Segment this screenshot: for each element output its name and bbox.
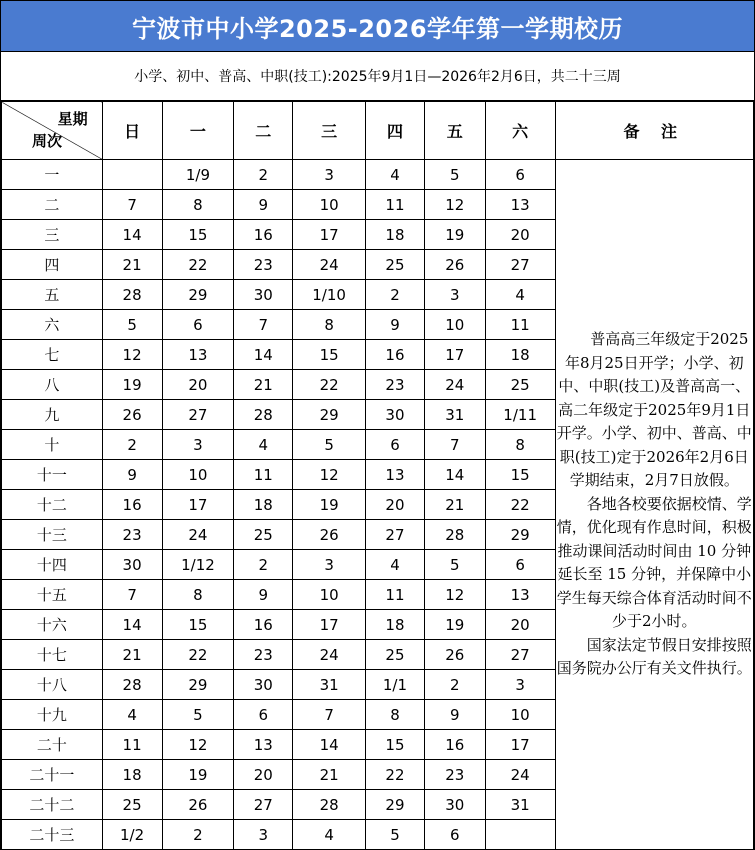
date-cell: 30 xyxy=(424,790,485,820)
date-cell: 5 xyxy=(102,310,162,340)
date-cell: 21 xyxy=(102,640,162,670)
date-cell: 6 xyxy=(485,160,555,190)
date-cell: 22 xyxy=(293,370,366,400)
date-cell: 4 xyxy=(234,430,293,460)
date-cell: 10 xyxy=(424,310,485,340)
week-label-cell: 十八 xyxy=(2,670,103,700)
date-cell: 24 xyxy=(293,640,366,670)
date-cell xyxy=(102,160,162,190)
date-cell: 19 xyxy=(162,760,234,790)
date-cell xyxy=(485,820,555,850)
date-cell: 3 xyxy=(293,160,366,190)
date-cell: 6 xyxy=(162,310,234,340)
date-cell: 9 xyxy=(234,580,293,610)
day-header-sat: 六 xyxy=(485,102,555,160)
date-cell: 12 xyxy=(424,580,485,610)
note-paragraph: 国家法定节假日安排按照国务院办公厅有关文件执行。 xyxy=(556,635,752,678)
corner-header-cell xyxy=(2,102,103,160)
header-row xyxy=(2,102,754,160)
date-cell: 22 xyxy=(485,490,555,520)
calendar-table xyxy=(1,101,754,850)
week-label-cell: 十 xyxy=(2,430,103,460)
week-label-cell: 十一 xyxy=(2,460,103,490)
date-cell: 19 xyxy=(293,490,366,520)
date-cell: 15 xyxy=(162,610,234,640)
date-cell: 13 xyxy=(162,340,234,370)
date-cell: 23 xyxy=(424,760,485,790)
date-cell: 16 xyxy=(102,490,162,520)
date-cell: 19 xyxy=(102,370,162,400)
date-cell: 25 xyxy=(102,790,162,820)
date-cell: 1/12 xyxy=(162,550,234,580)
date-cell: 21 xyxy=(234,370,293,400)
date-cell: 29 xyxy=(366,790,425,820)
date-cell: 26 xyxy=(424,250,485,280)
week-label-cell: 一 xyxy=(2,160,103,190)
date-cell: 13 xyxy=(485,580,555,610)
date-cell: 1/9 xyxy=(162,160,234,190)
date-cell: 17 xyxy=(293,220,366,250)
week-label-cell: 四 xyxy=(2,250,103,280)
date-cell: 16 xyxy=(366,340,425,370)
date-cell: 17 xyxy=(293,610,366,640)
date-cell: 25 xyxy=(485,370,555,400)
date-cell: 10 xyxy=(162,460,234,490)
date-cell: 9 xyxy=(366,310,425,340)
date-cell: 16 xyxy=(234,220,293,250)
date-cell: 11 xyxy=(366,580,425,610)
page-title: 宁波市中小学2025-2026学年第一学期校历 xyxy=(1,1,754,52)
date-cell: 3 xyxy=(424,280,485,310)
date-cell: 1/10 xyxy=(293,280,366,310)
date-cell: 23 xyxy=(366,370,425,400)
date-cell: 5 xyxy=(162,700,234,730)
date-cell: 27 xyxy=(366,520,425,550)
date-cell: 24 xyxy=(293,250,366,280)
week-label-cell: 十二 xyxy=(2,490,103,520)
date-cell: 8 xyxy=(162,580,234,610)
date-cell: 27 xyxy=(485,640,555,670)
date-cell: 10 xyxy=(293,580,366,610)
date-cell: 18 xyxy=(366,220,425,250)
week-label-cell: 九 xyxy=(2,400,103,430)
date-cell: 31 xyxy=(485,790,555,820)
date-cell: 26 xyxy=(293,520,366,550)
date-cell: 10 xyxy=(485,700,555,730)
date-cell: 2 xyxy=(234,550,293,580)
date-cell: 15 xyxy=(485,460,555,490)
date-cell: 8 xyxy=(162,190,234,220)
date-cell: 28 xyxy=(424,520,485,550)
date-cell: 29 xyxy=(293,400,366,430)
date-cell: 25 xyxy=(234,520,293,550)
day-header-tue: 二 xyxy=(234,102,293,160)
date-cell: 1/2 xyxy=(102,820,162,850)
date-cell: 6 xyxy=(424,820,485,850)
date-cell: 4 xyxy=(485,280,555,310)
date-cell: 12 xyxy=(424,190,485,220)
week-label-cell: 五 xyxy=(2,280,103,310)
corner-weekday-label: 星期 xyxy=(57,110,88,128)
calendar-body xyxy=(2,160,754,850)
week-label-cell: 七 xyxy=(2,340,103,370)
date-cell: 6 xyxy=(485,550,555,580)
date-cell: 26 xyxy=(102,400,162,430)
week-label-cell: 二十一 xyxy=(2,760,103,790)
date-cell: 14 xyxy=(293,730,366,760)
note-paragraph: 普高高三年级定于2025年8月25日开学；小学、初中、中职(技工)及普高高一、高二年级定于2025年9月1日开学。小学、初中、普高、中职(技工)定于2026年2月6日学期结束，2月7日放假。 xyxy=(556,330,752,490)
date-cell: 7 xyxy=(234,310,293,340)
day-header-fri: 五 xyxy=(424,102,485,160)
date-cell: 22 xyxy=(162,250,234,280)
date-cell: 14 xyxy=(102,610,162,640)
date-cell: 21 xyxy=(102,250,162,280)
date-cell: 3 xyxy=(293,550,366,580)
week-row xyxy=(2,160,754,190)
date-cell: 11 xyxy=(366,190,425,220)
date-cell: 27 xyxy=(234,790,293,820)
date-cell: 29 xyxy=(162,280,234,310)
date-cell: 4 xyxy=(366,550,425,580)
date-cell: 12 xyxy=(162,730,234,760)
date-cell: 31 xyxy=(293,670,366,700)
date-cell: 27 xyxy=(485,250,555,280)
date-cell: 21 xyxy=(424,490,485,520)
date-cell: 27 xyxy=(162,400,234,430)
date-cell: 5 xyxy=(293,430,366,460)
week-label-cell: 六 xyxy=(2,310,103,340)
date-cell: 11 xyxy=(485,310,555,340)
date-cell: 30 xyxy=(234,670,293,700)
date-cell: 9 xyxy=(234,190,293,220)
date-cell: 30 xyxy=(234,280,293,310)
date-cell: 2 xyxy=(162,820,234,850)
date-cell: 16 xyxy=(424,730,485,760)
date-cell: 19 xyxy=(424,610,485,640)
date-cell: 20 xyxy=(485,220,555,250)
week-label-cell: 二 xyxy=(2,190,103,220)
date-cell: 13 xyxy=(234,730,293,760)
note-paragraph: 各地各校要依据校情、学情，优化现有作息时间，积极推动课间活动时间由 10 分钟延长至 15 分钟，并保障中小学生每天综合体育活动时间不少于2小时。 xyxy=(556,494,752,631)
date-cell: 18 xyxy=(102,760,162,790)
date-cell: 23 xyxy=(102,520,162,550)
date-cell: 14 xyxy=(234,340,293,370)
date-cell: 23 xyxy=(234,250,293,280)
week-label-cell: 十三 xyxy=(2,520,103,550)
date-cell: 4 xyxy=(102,700,162,730)
day-header-thu: 四 xyxy=(366,102,425,160)
date-cell: 6 xyxy=(366,430,425,460)
date-cell: 30 xyxy=(366,400,425,430)
date-cell: 18 xyxy=(234,490,293,520)
date-cell: 17 xyxy=(485,730,555,760)
date-cell: 12 xyxy=(102,340,162,370)
date-cell: 20 xyxy=(366,490,425,520)
date-cell: 13 xyxy=(485,190,555,220)
date-cell: 4 xyxy=(366,160,425,190)
page-subtitle: 小学、初中、普高、中职(技工):2025年9月1日—2026年2月6日，共二十三周 xyxy=(1,52,754,101)
date-cell: 5 xyxy=(366,820,425,850)
day-header-mon: 一 xyxy=(162,102,234,160)
date-cell: 11 xyxy=(234,460,293,490)
date-cell: 17 xyxy=(424,340,485,370)
date-cell: 3 xyxy=(234,820,293,850)
date-cell: 26 xyxy=(162,790,234,820)
date-cell: 29 xyxy=(162,670,234,700)
week-label-cell: 三 xyxy=(2,220,103,250)
date-cell: 19 xyxy=(424,220,485,250)
date-cell: 26 xyxy=(424,640,485,670)
week-label-cell: 十四 xyxy=(2,550,103,580)
date-cell: 7 xyxy=(293,700,366,730)
week-label-cell: 十五 xyxy=(2,580,103,610)
date-cell: 30 xyxy=(102,550,162,580)
date-cell: 10 xyxy=(293,190,366,220)
date-cell: 14 xyxy=(102,220,162,250)
date-cell: 4 xyxy=(293,820,366,850)
date-cell: 7 xyxy=(102,190,162,220)
date-cell: 20 xyxy=(162,370,234,400)
week-label-cell: 十六 xyxy=(2,610,103,640)
date-cell: 1/1 xyxy=(366,670,425,700)
date-cell: 20 xyxy=(485,610,555,640)
date-cell: 14 xyxy=(424,460,485,490)
date-cell: 20 xyxy=(234,760,293,790)
notes-header: 备 注 xyxy=(555,102,753,160)
date-cell: 3 xyxy=(485,670,555,700)
date-cell: 11 xyxy=(102,730,162,760)
date-cell: 15 xyxy=(366,730,425,760)
week-label-cell: 二十三 xyxy=(2,820,103,850)
date-cell: 3 xyxy=(162,430,234,460)
date-cell: 8 xyxy=(293,310,366,340)
date-cell: 7 xyxy=(102,580,162,610)
date-cell: 15 xyxy=(162,220,234,250)
date-cell: 24 xyxy=(485,760,555,790)
date-cell: 29 xyxy=(485,520,555,550)
date-cell: 17 xyxy=(162,490,234,520)
date-cell: 25 xyxy=(366,250,425,280)
date-cell: 2 xyxy=(102,430,162,460)
date-cell: 1/11 xyxy=(485,400,555,430)
date-cell: 23 xyxy=(234,640,293,670)
week-label-cell: 十七 xyxy=(2,640,103,670)
date-cell: 22 xyxy=(366,760,425,790)
date-cell: 2 xyxy=(366,280,425,310)
date-cell: 2 xyxy=(234,160,293,190)
week-label-cell: 二十 xyxy=(2,730,103,760)
week-label-cell: 十九 xyxy=(2,700,103,730)
date-cell: 18 xyxy=(485,340,555,370)
date-cell: 18 xyxy=(366,610,425,640)
day-header-sun: 日 xyxy=(102,102,162,160)
corner-week-label: 周次 xyxy=(32,132,63,150)
date-cell: 16 xyxy=(234,610,293,640)
week-label-cell: 二十二 xyxy=(2,790,103,820)
date-cell: 5 xyxy=(424,550,485,580)
date-cell: 8 xyxy=(485,430,555,460)
date-cell: 9 xyxy=(102,460,162,490)
date-cell: 8 xyxy=(366,700,425,730)
date-cell: 24 xyxy=(162,520,234,550)
date-cell: 12 xyxy=(293,460,366,490)
date-cell: 9 xyxy=(424,700,485,730)
date-cell: 13 xyxy=(366,460,425,490)
date-cell: 28 xyxy=(102,280,162,310)
date-cell: 28 xyxy=(234,400,293,430)
day-header-wed: 三 xyxy=(293,102,366,160)
date-cell: 28 xyxy=(293,790,366,820)
date-cell: 2 xyxy=(424,670,485,700)
date-cell: 7 xyxy=(424,430,485,460)
date-cell: 21 xyxy=(293,760,366,790)
date-cell: 24 xyxy=(424,370,485,400)
week-label-cell: 八 xyxy=(2,370,103,400)
date-cell: 15 xyxy=(293,340,366,370)
date-cell: 31 xyxy=(424,400,485,430)
date-cell: 5 xyxy=(424,160,485,190)
date-cell: 22 xyxy=(162,640,234,670)
date-cell: 28 xyxy=(102,670,162,700)
date-cell: 6 xyxy=(234,700,293,730)
notes-cell xyxy=(555,160,753,850)
date-cell: 25 xyxy=(366,640,425,670)
